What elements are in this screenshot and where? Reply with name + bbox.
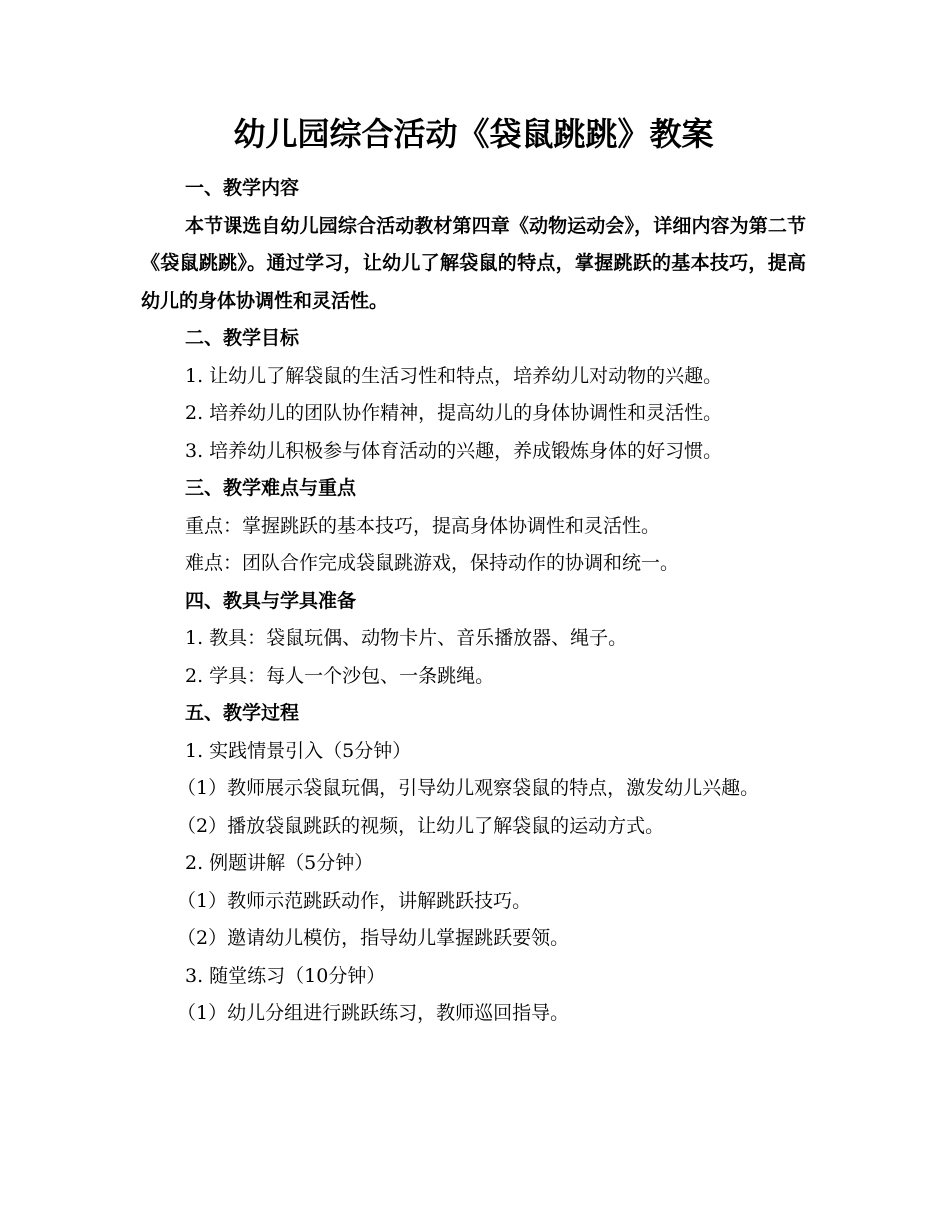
section-heading-content: 一、教学内容 bbox=[185, 177, 300, 199]
process-step: 3. 随堂练习（10分钟） bbox=[185, 964, 386, 987]
process-substep: （2）邀请幼儿模仿，指导幼儿掌握跳跃要领。 bbox=[177, 927, 570, 949]
goal-item: 1. 让幼儿了解袋鼠的生活习性和特点，培养幼儿对动物的兴趣。 bbox=[185, 364, 723, 387]
process-substep: （2）播放袋鼠跳跃的视频，让幼儿了解袋鼠的运动方式。 bbox=[177, 814, 665, 837]
document-body bbox=[141, 108, 806, 1033]
content-paragraph: 本节课选自幼儿园综合活动教材第四章《动物运动会》，详细内容为第二节《袋鼠跳跳》。通过学习，让幼儿了解袋鼠的特点，掌握跳跃的基本技巧，提高幼儿的身体协调性和灵活性。 bbox=[141, 214, 806, 312]
keypoint-item: 难点：团队合作完成袋鼠跳游戏，保持动作的协调和统一。 bbox=[185, 552, 680, 574]
section-heading-process: 五、教学过程 bbox=[185, 702, 300, 724]
goal-item: 2. 培养幼儿的团队协作精神，提高幼儿的身体协调性和灵活性。 bbox=[185, 402, 723, 424]
section-heading-keypoints: 三、教学难点与重点 bbox=[185, 477, 357, 499]
section-heading-goals: 二、教学目标 bbox=[185, 327, 300, 349]
keypoint-item: 重点：掌握跳跃的基本技巧，提高身体协调性和灵活性。 bbox=[185, 514, 661, 537]
goal-item: 3. 培养幼儿积极参与体育活动的兴趣，养成锻炼身体的好习惯。 bbox=[185, 439, 723, 462]
process-step: 1. 实践情景引入（5分钟） bbox=[185, 739, 412, 762]
process-substep: （1）幼儿分组进行跳跃练习，教师巡回指导。 bbox=[177, 1002, 570, 1024]
process-step: 2. 例题讲解（5分钟） bbox=[185, 852, 374, 874]
process-substep: （1）教师展示袋鼠玩偶，引导幼儿观察袋鼠的特点，激发幼儿兴趣。 bbox=[177, 777, 760, 799]
material-item: 2. 学具：每人一个沙包、一条跳绳。 bbox=[185, 664, 495, 687]
document-title: 幼儿园综合活动《袋鼠跳跳》教案 bbox=[233, 115, 714, 153]
process-substep: （1）教师示范跳跃动作，讲解跳跃技巧。 bbox=[177, 889, 532, 912]
section-heading-materials: 四、教具与学具准备 bbox=[185, 589, 357, 612]
material-item: 1. 教具：袋鼠玩偶、动物卡片、音乐播放器、绳子。 bbox=[185, 627, 628, 649]
